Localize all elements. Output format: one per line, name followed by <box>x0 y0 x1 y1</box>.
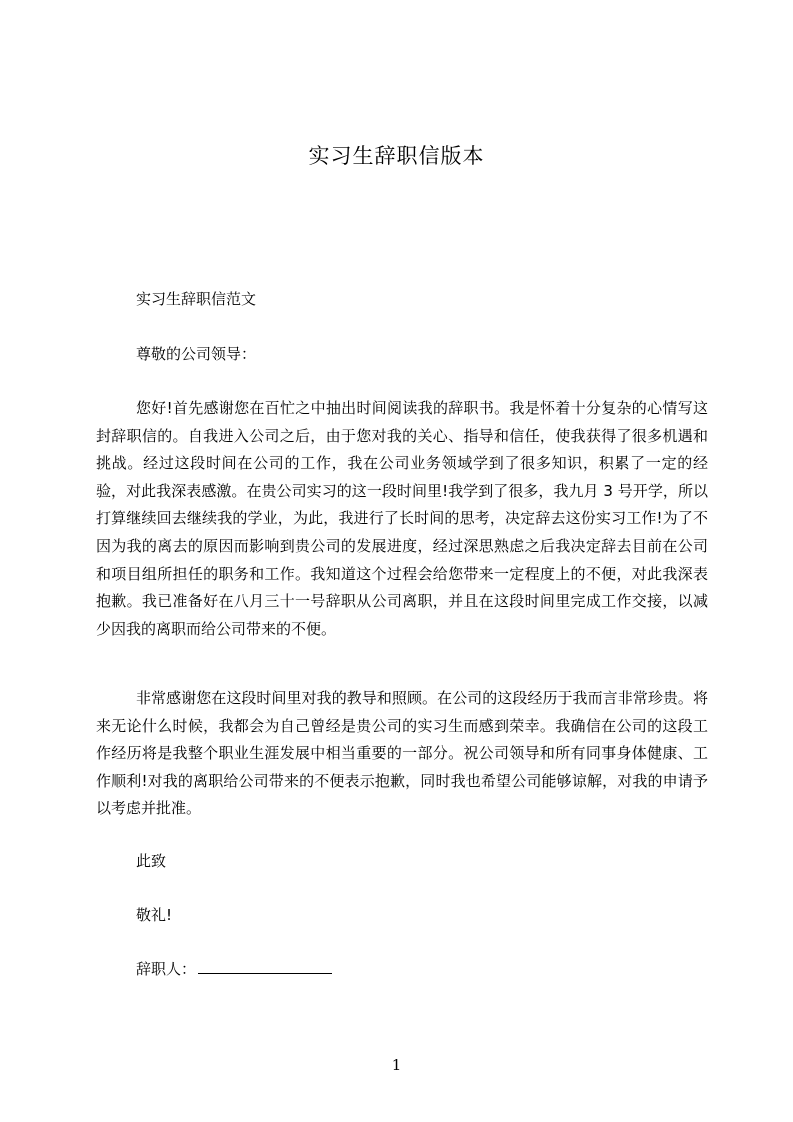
signature-blank-line <box>198 959 332 974</box>
letter-regards: 敬礼! <box>136 906 173 924</box>
body-paragraph-1: 您好!首先感谢您在百忙之中抽出时间阅读我的辞职书。我是怀着十分复杂的心情写这封辞职信的。自我进入公司之后，由于您对我的关心、指导和信任，使我获得了很多机遇和挑战。经过这段时间在公司的工作，我在公司业务领域学到了很多知识，积累了一定的经验，对此我深表感激。在贵公司实习的这一段时间里!我学到了很多，我九月 3 号开学，所以打算继续回去继续我的学业，为此，我进行了长时间的思考，决定辞去这份实习工作!为了不因为我的离去的原因而影响到贵公司的发展进度，经过深思熟虑之后我决定辞去目前在公司和项目组所担任的职务和工作。我知道这个过程会给您带来一定程度上的不便，对此我深表抱歉。我已准备好在八月三十一号辞职从公司离职，并且在这段时间里完成工作交接，以减少因我的离职而给公司带来的不便。 <box>96 399 708 638</box>
letter-salutation: 尊敬的公司领导： <box>136 345 257 363</box>
letter-closing: 此致 <box>136 852 167 870</box>
signature-row <box>136 959 332 979</box>
body-paragraph-2: 非常感谢您在这段时间里对我的教导和照顾。在公司的这段经历于我而言非常珍贵。将来无论什么时候，我都会为自己曾经是贵公司的实习生而感到荣幸。我确信在公司的这段工作经历将是我整个职业生涯发展中相当重要的一部分。祝公司领导和所有同事身体健康、工作顺利!对我的离职给公司带来的不便表示抱歉，同时我也希望公司能够谅解，对我的申请予以考虑并批准。 <box>96 689 708 818</box>
signature-label: 辞职人： <box>136 960 197 978</box>
page-number: 1 <box>391 1056 402 1074</box>
document-title: 实习生辞职信版本 <box>308 144 485 168</box>
letter-subtitle: 实习生辞职信范文 <box>136 290 257 308</box>
